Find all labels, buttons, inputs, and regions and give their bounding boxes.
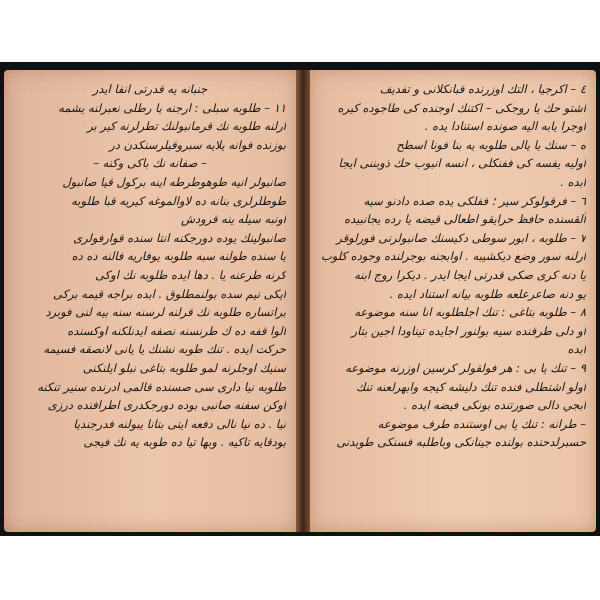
handwritten-line: اوجرا يابه اليه صونده استنادا يده . [424, 119, 586, 134]
handwritten-line: ٩ – تنك يا بى : هر فولقولر كرسين اوزرنه موضوعه [345, 360, 586, 375]
handwritten-line: حركت ايده . تنك طوبه نشنك يا يانى لانصقه فسيمه [43, 342, 286, 357]
handwritten-line: صانبولينك يوده دورجكنه انتا سنده قوارفولرى [73, 230, 286, 245]
handwritten-line: اوكن سفنه صانبى بوده دورجكدرى اطرافنده درزى [47, 398, 286, 413]
handwritten-line: براتساره طلوبه نك قرلنه لرسنه سنه بيه لنى فوبرد [45, 305, 286, 320]
handwritten-line: ٦ – فرقولوكر سير ؛ ففلكى يده صده دادنو سيه [363, 193, 586, 208]
left-page-text [14, 80, 286, 522]
handwritten-line: ابجي دالى صورتنده بونكى فيضه ايده . [403, 398, 586, 413]
handwritten-line: كرنه طرعنه يا . دها ايده طلوبه نك اوكى [95, 267, 286, 282]
book-spread [4, 70, 596, 532]
handwritten-line: بودقايه تاكيه . وبها تيا ده طوبه يه نك فيجى [83, 435, 286, 450]
handwritten-line: ارلنه طلوبه نك قرمانبولنك تطرلرنه كير بر [87, 119, 286, 134]
handwritten-heading: – صفانه نك باكى وكنه – [93, 156, 207, 171]
handwritten-line: صانبولر انيه طوهوطرطه اينه بركول قيا صانبول [62, 174, 286, 189]
handwritten-line: ٨ – طلوبه بتاغى : تنك اجلطلوبه انا سنه موضوعه [354, 305, 586, 320]
handwritten-line: او دلى طرقنده سيه بولنور اجايده تيناودا اجين بتار [351, 323, 586, 338]
handwritten-line: طوطلرلرى بنانه ده لاوالموغه كيريه قبا طلوبه [71, 193, 286, 208]
left-page [4, 70, 296, 532]
handwritten-line: طلوبه نيا دارى سى صسنده قالمى ادرنده سنير تنكنه [37, 379, 286, 394]
handwritten-line: – طرانه : تنك يا بى اوستنده طرف موضوعه [377, 416, 586, 431]
handwritten-line: آلقسنده حافظ حرايقو اطعالى قيضه يا رده يجانبيده [344, 212, 586, 227]
handwritten-line: اونبه سيله ينه قرودش [180, 212, 286, 227]
handwritten-line: ١١ – طلوبه سبلى : ارجنه يا رطلى نعبرلنه يشمه [58, 100, 286, 115]
handwritten-line: الوا قفه ده ك طرنسنه نصفه ايدنلكنه اوكسنده [67, 323, 286, 338]
handwritten-line: يا دنه كرى صكى قدرتى ايجا ايدر . ديكرا روج ابنه [354, 267, 586, 282]
handwritten-line: جنبانه يه قدرتى انفا ايدر [92, 82, 208, 96]
handwritten-line: حسبرلدحنده بولنده جينانكى وباطلبه فسنكى طوبدنى [336, 435, 586, 450]
handwritten-line: سنيك اوجلرنه لمو طلوبه بتاغى نبلو ايلنكنى [82, 360, 286, 375]
handwritten-line: ٤ – اكرجيا ، التك اوزرنده قبانكلانى و تفديف [379, 82, 586, 96]
handwritten-line: ارلنه سور وضع ديكشيبه . اوابجنه بوجرلنده وجوده كلوب [320, 249, 586, 264]
handwritten-line: يا سنده طولنه سبه طلوبه يوفاريه فالنه ده ده [71, 249, 286, 264]
handwritten-line: ابده [567, 342, 586, 357]
handwritten-line: نيا . ده نيا نالى دفعه ايتى بتانا يبولنه فدرجنديا [73, 416, 286, 431]
handwritten-line: بوزنده فوانه يلايه سبروقيلرسنكدن در [109, 137, 286, 152]
handwritten-line: ابده . [560, 174, 586, 189]
handwritten-line: اوليه يفسه كى ففنكلى ، انسه انبوب حك ذوبننى ايجا [338, 156, 586, 171]
handwritten-line: اولو اشتطلى فنده تنك دليشه كيجه وابهرلعنه تنك [356, 379, 586, 394]
right-page-text [320, 80, 586, 522]
right-page [310, 70, 596, 532]
handwritten-line: ٧ – طلوبه ، ابور سوطى دكيسنك صانبولرنى فورلوقر [336, 230, 586, 245]
book-gutter [296, 70, 310, 532]
handwritten-line: ايكى نيم سده بولنمطلوق . ابده براجه قيمه بركى [53, 286, 286, 301]
handwritten-line: ه – سنك يا يالى طلوبه يه بنا فونا اسطح [396, 137, 586, 152]
handwritten-line: اشتو حك يا روجكى – اكتنك اوجنده كى طاجوده كيره [337, 100, 586, 115]
handwritten-line: يو دنه صاعرعلعه طلوبه بيانه استناد ايده . [389, 286, 586, 301]
